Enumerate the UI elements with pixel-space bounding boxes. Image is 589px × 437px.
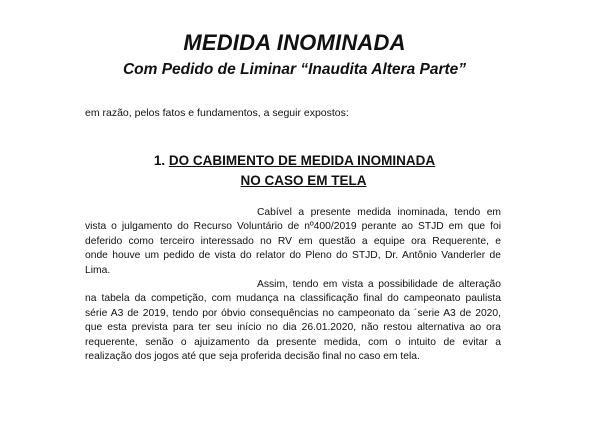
paragraph-line: série A3 de 2019, tendo por óbvio consequências no campeonato da ´serie A3 de 2020, <box>85 307 501 319</box>
section-heading-line2: NO CASO EM TELA <box>240 173 367 188</box>
document-subtitle: Com Pedido de Liminar “Inaudita Altera Parte” <box>122 61 467 78</box>
paragraph-line: que esta prevista para ter seu início no dia 26.01.2020, não restou alternativa ao ora <box>85 322 501 334</box>
section-heading-line1: DO CABIMENTO DE MEDIDA INOMINADA <box>168 153 436 168</box>
paragraph-line: na tabela da competição, com mudança na classificação final do campeonato paulista <box>85 293 501 305</box>
paragraph-line: realização dos jogos até que seja proferida decisão final no caso em tela. <box>85 351 420 363</box>
intro-text: em razão, pelos fatos e fundamentos, a seguir expostos: <box>85 107 349 119</box>
paragraph-line: onde houve um pedido de vista do relator do Pleno do STJD, Dr. Antônio Vanderler de <box>85 250 501 262</box>
paragraph-line: Cabível a presente medida inominada, tendo em <box>257 207 501 218</box>
paragraph-2 <box>85 278 501 364</box>
paragraph-line: Lima. <box>85 264 111 276</box>
paragraph-line: vista o julgamento do Recurso Voluntário de nº400/2019 perante ao STJD em que foi <box>85 221 501 233</box>
section-number: 1. <box>153 153 166 168</box>
document-title: MEDIDA INOMINADA <box>183 30 406 55</box>
paragraph-1 <box>85 206 501 278</box>
section-heading <box>0 151 589 191</box>
paragraph-line: Assim, tendo em vista a possibilidade de alteração <box>257 279 501 290</box>
paragraph-line: deferido como terceiro interessado no RV em questão a equipe ora Requerente, e <box>85 235 501 247</box>
paragraph-line: requerente, senão o ajuizamento da presente medida, com o intuito de evitar a <box>85 336 501 348</box>
